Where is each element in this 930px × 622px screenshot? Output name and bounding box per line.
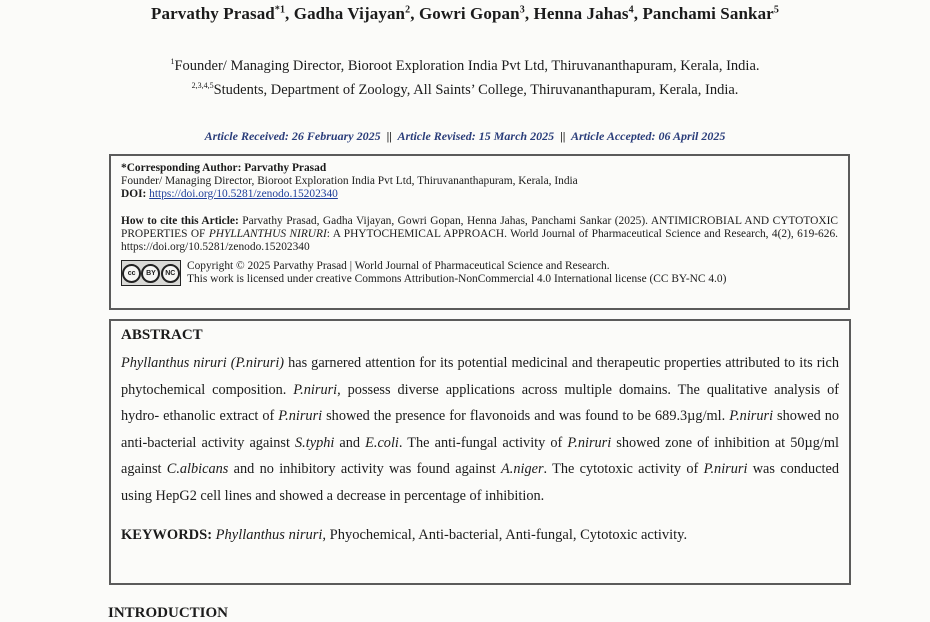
cc-icon: cc <box>122 264 141 283</box>
citation-label: How to cite this Article: <box>121 215 239 227</box>
keywords-line <box>121 527 839 544</box>
abstract-text-run: and no inhibitory activity was found against <box>228 461 502 477</box>
corresponding-affiliation: Founder/ Managing Director, Bioroot Exploration India Pvt Ltd, Thiruvananthapuram, Kerala, India <box>121 175 578 187</box>
corresponding-author-label: *Corresponding Author: Parvathy Prasad <box>121 162 327 174</box>
affiliation-1 <box>0 58 930 75</box>
keywords-list: Phyochemical, Anti-bacterial, Anti-fungal, Cytotoxic activity. <box>326 527 688 543</box>
abstract-text-run: . The anti-fungal activity of <box>398 434 568 451</box>
abstract-species-term: C.albicans <box>166 461 229 477</box>
cc-license-icon <box>121 260 181 286</box>
author-mark: 4 <box>628 4 634 16</box>
date-separator: || <box>560 129 566 143</box>
by-icon: BY <box>141 264 160 283</box>
abstract-text-run: has garnered attention for its potential medicinal and therapeutic properties attributed to its rich phytochemical composition. <box>121 355 839 398</box>
affiliation-mark: 1 <box>170 57 175 67</box>
license-row <box>121 260 838 286</box>
abstract-species-term: P.niruri <box>729 408 774 424</box>
article-dates <box>0 129 930 144</box>
abstract-species-term: E.coli <box>365 434 399 451</box>
date-revised: Article Revised: 15 March 2025 <box>397 129 555 143</box>
citation-species: PHYLLANTHUS NIRURI <box>208 228 327 240</box>
abstract-heading: ABSTRACT <box>121 327 203 343</box>
affiliation-text: Students, Department of Zoology, All Saints’ College, Thiruvananthapuram, Kerala, India. <box>213 82 739 98</box>
doi-link[interactable]: https://doi.org/10.5281/zenodo.15202340 <box>149 188 338 200</box>
license-text <box>187 260 726 286</box>
author-mark: 5 <box>773 4 779 16</box>
abstract-text-run: , possess diverse applications across multiple domains. The qualitative analysis of hydro- ethanolic extract of <box>121 381 839 424</box>
keywords-species: Phyllanthus niruri, <box>215 527 327 543</box>
abstract-text-run: was conducted using HepG2 cell lines and showed a decrease in percentage of inhibition. <box>121 461 840 504</box>
affiliation-text: Founder/ Managing Director, Bioroot Exploration India Pvt Ltd, Thiruvananthapuram, Kerala, India. <box>174 58 760 74</box>
citation-text-pre: Parvathy Prasad, Gadha Vijayan, Gowri Gopan, Henna Jahas, Panchami Sankar (2025). ANTIMICROBIAL AND CYTOTOXIC PROPERTIES OF <box>121 215 838 240</box>
citation <box>121 215 838 254</box>
section-heading-introduction: INTRODUCTION <box>108 605 229 621</box>
corresponding-author-box <box>109 154 850 310</box>
author-mark: 2 <box>405 4 411 16</box>
abstract-species-term: P.niruri <box>703 461 748 477</box>
doi-line <box>121 188 838 201</box>
date-separator: || <box>386 129 392 143</box>
date-accepted: Article Accepted: 06 April 2025 <box>570 129 726 143</box>
abstract-species-term: S.typhi <box>295 434 335 451</box>
author-name: Henna Jahas <box>533 4 629 23</box>
keywords-label: KEYWORDS: <box>121 527 213 543</box>
author-name: Gadha Vijayan <box>293 4 406 23</box>
abstract-box <box>109 319 851 585</box>
abstract-species-term: P.niruri <box>567 434 612 451</box>
copyright-line: Copyright © 2025 Parvathy Prasad | World Journal of Pharmaceutical Science and Research. <box>187 260 610 272</box>
affiliation-mark: 2,3,4,5 <box>191 81 214 91</box>
doi-label: DOI: <box>121 188 147 200</box>
affiliation-2 <box>0 82 930 99</box>
abstract-text-run: and <box>334 434 366 451</box>
nc-icon: NC <box>161 264 180 283</box>
citation-text-post: : A PHYTOCHEMICAL APPROACH. World Journal of Pharmaceutical Science and Research, 4(2), 619-626. https://doi.org/10.5281/zenodo.15202340 <box>121 228 838 253</box>
author-name: Gowri Gopan <box>418 4 520 23</box>
author-name: Panchami Sankar <box>642 4 774 23</box>
abstract-species-term: Phyllanthus niruri (P.niruri) <box>121 355 285 371</box>
author-mark: *1 <box>274 4 286 16</box>
date-received: Article Received: 26 February 2025 <box>204 129 381 143</box>
author-name: Parvathy Prasad <box>151 4 275 23</box>
abstract-text-run: showed no anti-bacterial activity against <box>121 408 839 451</box>
abstract-text-run: . The cytotoxic activity of <box>543 461 704 477</box>
abstract-body <box>121 350 839 509</box>
abstract-text-run: showed the presence for flavonoids and was found to be 689.3µg/ml. <box>322 408 730 424</box>
abstract-species-term: P.niruri <box>293 381 338 398</box>
license-notice: This work is licensed under creative Commons Attribution-NonCommercial 4.0 International license (CC BY-NC 4.0) <box>187 273 727 285</box>
author-list: Parvathy Prasad$^{*1}$, Gadha Vijayan$^2$, Gowri Gopan$^3$, Henna Jahas$^4$, Panchami Sankar$^5$ <box>151 4 779 23</box>
abstract-species-term: P.niruri <box>278 408 323 424</box>
abstract-species-term: A.niger <box>501 461 544 477</box>
abstract-text-run: showed zone of inhibition at 50µg/ml against <box>121 434 839 477</box>
author-mark: 3 <box>519 4 525 16</box>
